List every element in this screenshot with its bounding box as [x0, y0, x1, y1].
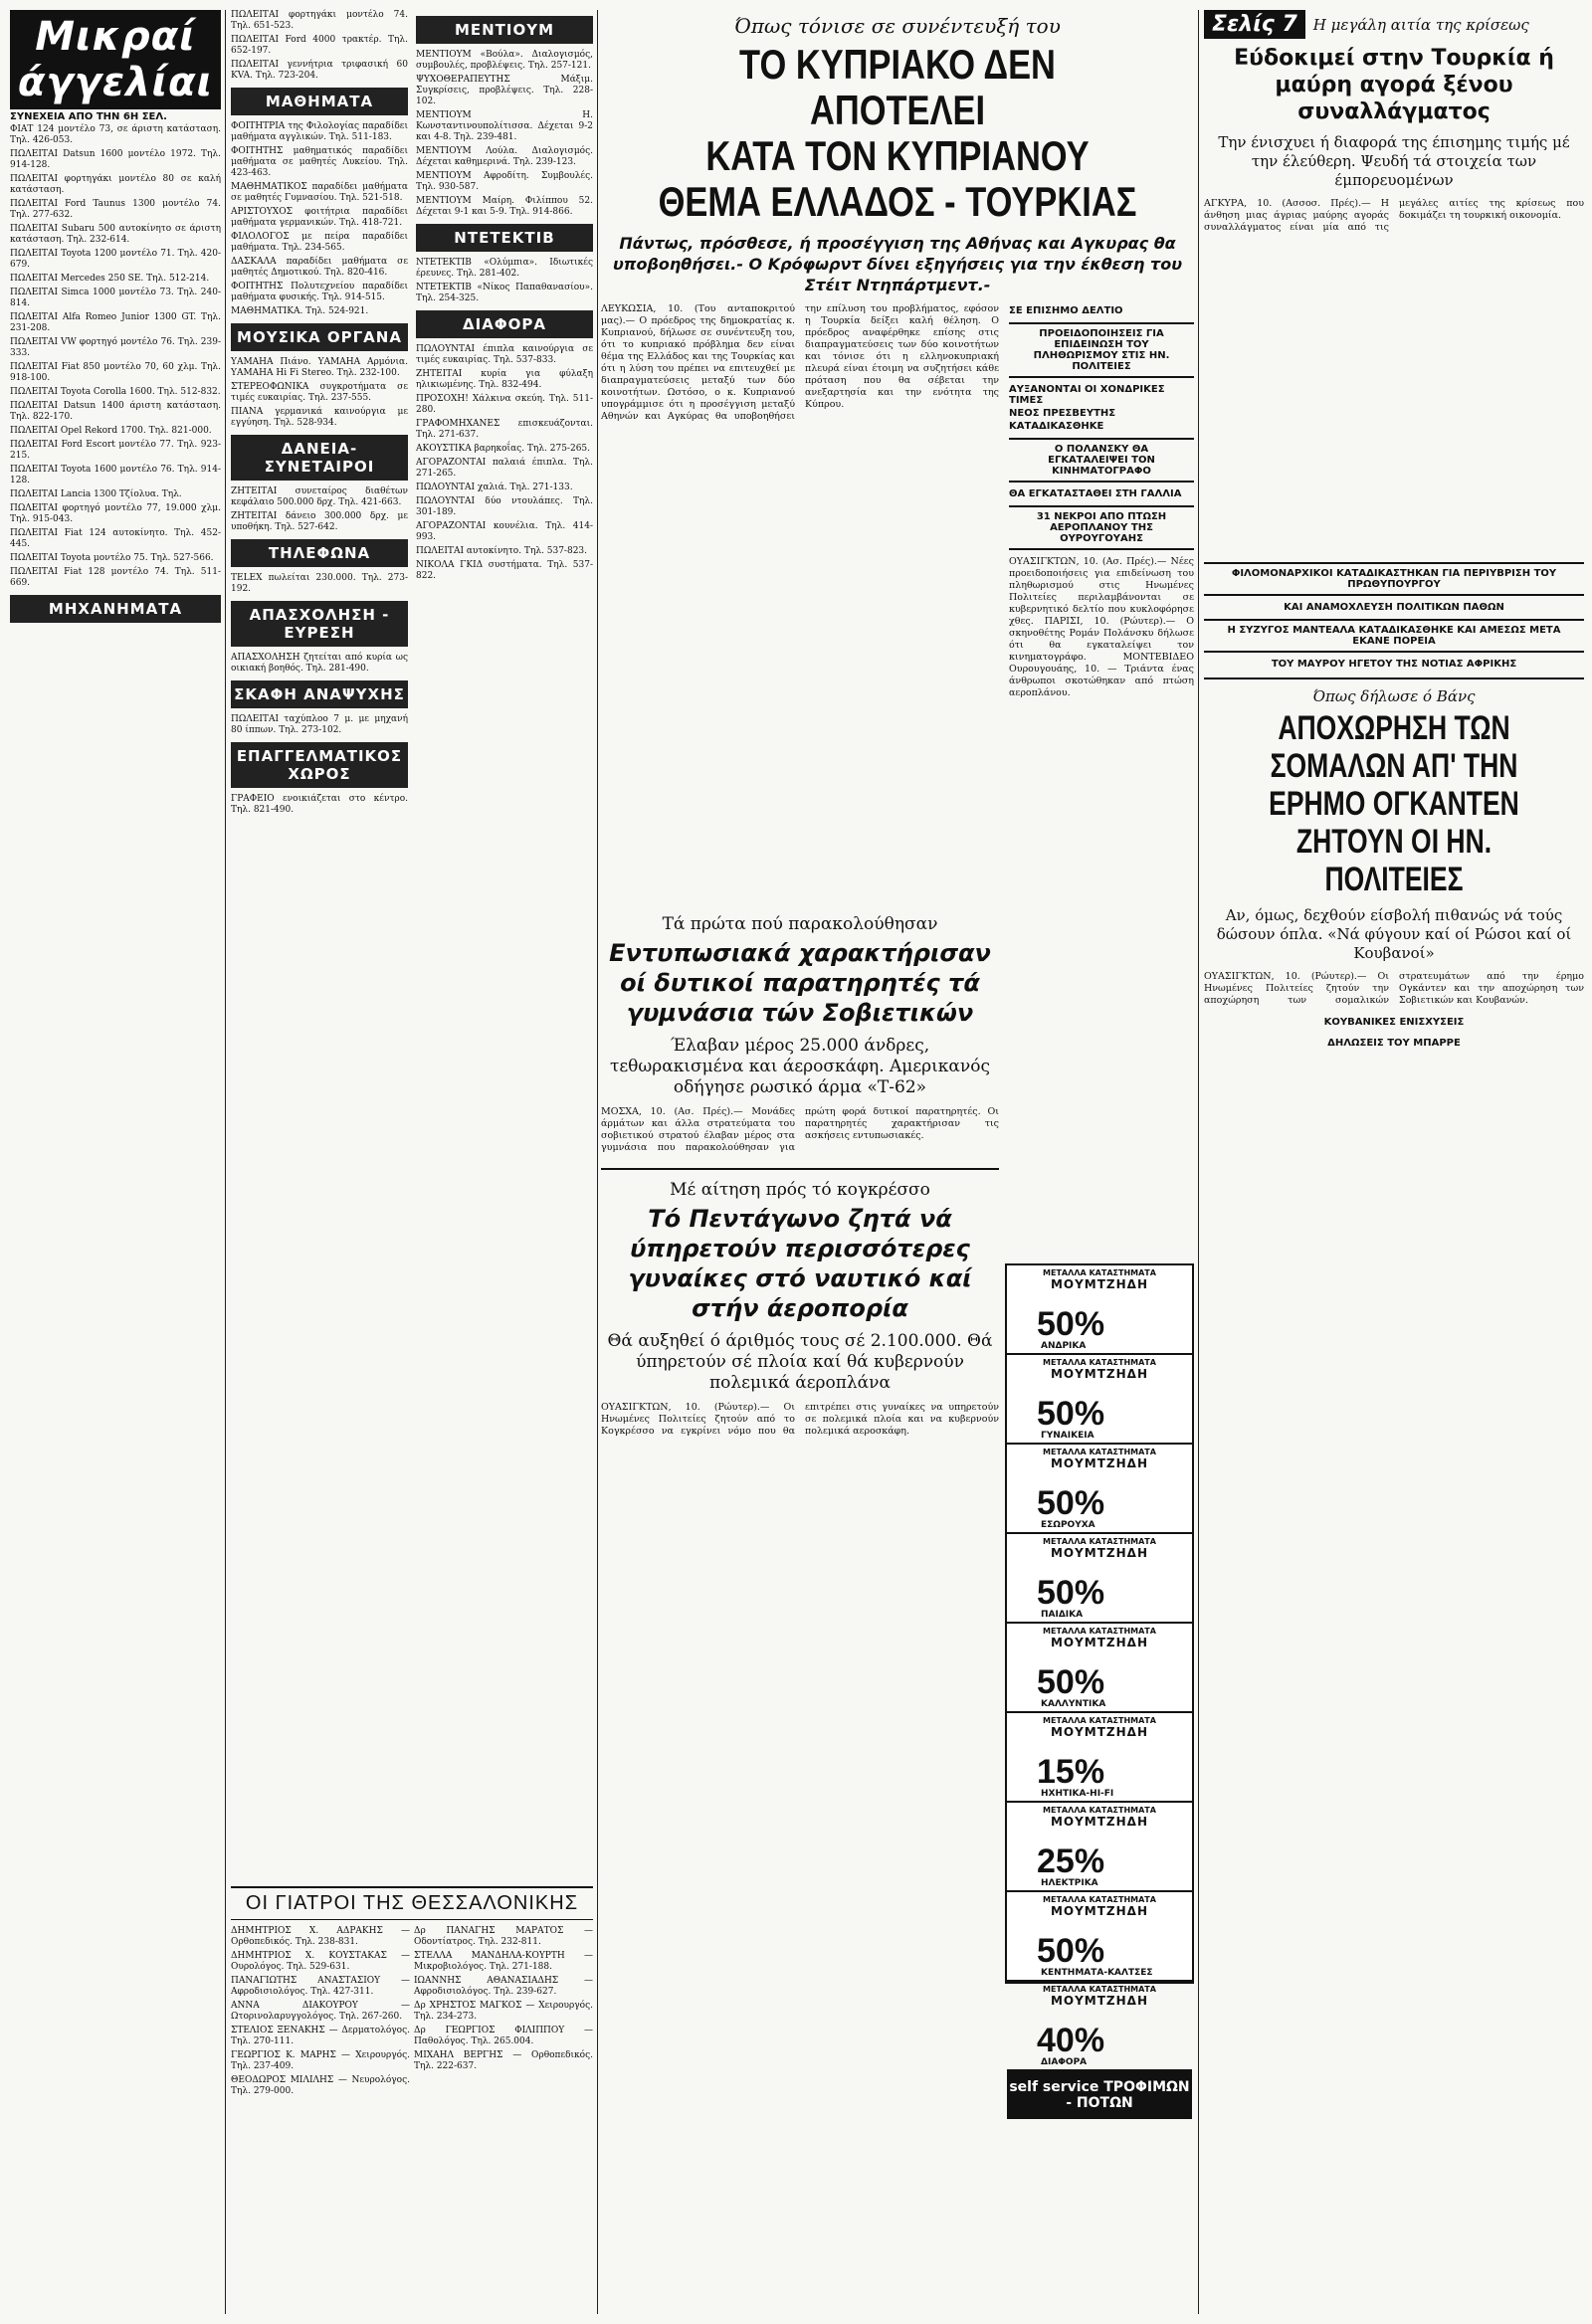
classified-ad: ΠΩΛΕΙΤΑΙ φορτηγάκι μοντέλο 74. Τηλ. 651-523.	[231, 10, 408, 31]
classified-ad: ΠΩΛΕΙΤΑΙ VW φορτηγό μοντέλο 76. Τηλ. 239-333.	[10, 337, 221, 358]
classified-ad: ΦΟΙΤΗΤΡΙΑ της Φιλολογίας παραδίδει μαθήματα αγγλικών. Τηλ. 511-183.	[231, 121, 408, 142]
classified-list	[416, 344, 593, 582]
store-name: ΜΕΤΑΛΛΑ ΚΑΤΑΣΤΗΜΑΤΑ	[1043, 1985, 1156, 1994]
store-name: ΜΕΤΑΛΛΑ ΚΑΤΑΣΤΗΜΑΤΑ	[1043, 1627, 1156, 1636]
store-name: ΜΕΤΑΛΛΑ ΚΑΤΑΣΤΗΜΑΤΑ	[1043, 1448, 1156, 1456]
classified-ad: ΖΗΤΕΙΤΑΙ δάνειο 300.000 δρχ. με υποθήκη. Τηλ. 527-642.	[231, 511, 408, 532]
classified-ad: ΠΙΑΝΑ γερμανικά καινούργια με εγγύηση. Τηλ. 528-934.	[231, 407, 408, 428]
classifieds-banner: Μικραί άγγελίαι	[10, 10, 221, 109]
classified-ad: ΠΡΟΣΟΧΗ! Χάλκινα σκεύη. Τηλ. 511-280.	[416, 394, 593, 415]
classified-ad: ΘΕΟΔΩΡΟΣ ΜΙΛΙΛΗΣ — Νευρολόγος. Τηλ. 279-000.	[231, 2075, 410, 2096]
classified-ad: ΠΩΛΟΥΝΤΑΙ δύο ντουλάπες. Τηλ. 301-189.	[416, 496, 593, 517]
classified-list	[416, 258, 593, 304]
store-name: ΜΕΤΑΛΛΑ ΚΑΤΑΣΤΗΜΑΤΑ	[1043, 1358, 1156, 1367]
classified-ad: ΣΤΕΛΙΟΣ ΞΕΝΑΚΗΣ — Δερματολόγος. Τηλ. 270-111.	[231, 2026, 410, 2046]
turkey-lead: Την ένισχυει ή διαφορά της έπισημης τιμής μέ την έλεύθερη. Ψευδή τά στοιχεία των έμπορευομένων	[1218, 133, 1570, 189]
store-brand: ΜΟΥΜΤΖΗΔΗ	[1050, 1546, 1149, 1560]
pentagon-lead: Θά αυξηθεί ό άριθμός τους σέ 2.100.000. Θά ύπηρετούν σέ πλοία καί θά κυβερνούν πολεμικά άεροπλάνα	[607, 1331, 993, 1393]
classified-ad: ΑΠΑΣΧΟΛΗΣΗ ζητείται από κυρία ως οικιακή βοηθός. Τηλ. 281-490.	[231, 653, 408, 674]
pentagon-body: ΟΥΑΣΙΓΚΤΩΝ, 10. (Ρώυτερ).— Οι Ηνωμένες Πολιτείες ζητούν από το Κογκρέσσο να εγκρίνει νόμο που θα επιτρέπει στις γυναίκες να υπηρετούν σε πολεμικά πλοία και να κυβερνούν πολεμικά αεροσκάφη.	[601, 1402, 999, 1437]
discount-category: ΗΛΕΚΤΡΙΚΑ	[1041, 1878, 1098, 1888]
classified-ad: ΠΩΛΕΙΤΑΙ Toyota Corolla 1600. Τηλ. 512-832.	[10, 387, 221, 397]
classified-ad: ΠΩΛΕΙΤΑΙ Alfa Romeo Junior 1300 GT. Τηλ. 231-208.	[10, 312, 221, 333]
classified-ad: ΠΩΛΕΙΤΑΙ φορτηγό μοντέλο 77, 19.000 χλμ. Τηλ. 915-043.	[10, 503, 221, 524]
discount-category: ΕΣΩΡΟΥΧΑ	[1041, 1520, 1095, 1530]
classified-ad: ΝΙΚΟΛΑ ΓΚΙΔ συστήματα. Τηλ. 537-822.	[416, 560, 593, 581]
discount-category: ΚΑΛΛΥΝΤΙΚΑ	[1041, 1699, 1106, 1709]
classified-ad: ΖΗΤΕΙΤΑΙ συνεταίρος διαθέτων κεφάλαιο 500.000 δρχ. Τηλ. 421-663.	[231, 486, 408, 507]
store-name: ΜΕΤΑΛΛΑ ΚΑΤΑΣΤΗΜΑΤΑ	[1043, 1716, 1156, 1725]
store-ad	[1007, 1624, 1192, 1713]
store-brand: ΜΟΥΜΤΖΗΔΗ	[1050, 1904, 1149, 1918]
pentagon-story	[601, 1168, 999, 1438]
right-news-column	[1204, 10, 1584, 2318]
column-rule	[597, 10, 598, 2314]
doctors-list-right	[414, 1926, 593, 2100]
classified-list	[416, 50, 593, 218]
misc-section: ΔΙΑΦΟΡΑ	[416, 310, 593, 338]
classified-list	[231, 121, 408, 317]
royalists-subhead: ΚΑΙ ΑΝΑΜΟΧΛΕΥΣΗ ΠΟΛΙΤΙΚΩΝ ΠΑΘΩΝ	[1284, 602, 1504, 613]
classified-ad: ΜΕΝΤΙΟΥΜ Η. Κωνσταντινουπολίτισσα. Δέχεται 9-2 και 4-8. Τηλ. 239-481.	[416, 110, 593, 142]
classified-ad: ΠΩΛΟΥΝΤΑΙ χαλιά. Τηλ. 271-133.	[416, 483, 573, 492]
classified-ad: ΠΩΛΕΙΤΑΙ Toyota 1600 μοντέλο 76. Τηλ. 914-128.	[10, 465, 221, 485]
turkey-body: ΑΓΚΥΡΑ, 10. (Ασσοσ. Πρές).— Η άνθηση μιας άγριας μαύρης αγοράς συναλλάγματος είναι μία από τις μεγάλες αιτίες της κρίσεως που δοκιμάζει τη τουρκική οικονομία.	[1204, 198, 1584, 233]
discount-category: ΚΕΝΤΗΜΑΤΑ-ΚΑΛΤΣΕΣ	[1041, 1968, 1153, 1978]
classified-ad: ΜΑΘΗΜΑΤΙΚΑ. Τηλ. 524-921.	[231, 306, 369, 316]
vance-headline: ΑΠΟΧΩΡΗΣΗ ΤΩΝ ΣΟΜΑΛΩΝ ΑΠ' ΤΗΝ ΕΡΗΜΟ ΟΓΚΑΝΤΕΝ ΖΗΤΟΥΝ ΟΙ ΗΝ. ΠΟΛΙΤΕΙΕΣ	[1269, 709, 1519, 898]
classified-ad: ΠΩΛΕΙΤΑΙ Fiat 124 αυτοκίνητο. Τηλ. 452-445.	[10, 528, 221, 549]
ambassador-head: ΝΕΟΣ ΠΡΕΣΒΕΥΤΗΣ	[1009, 408, 1116, 419]
classified-ad: Δρ ΠΑΝΑΓΗΣ ΜΑΡΑΤΟΣ — Οδοντίατρος. Τηλ. 232-811.	[414, 1926, 593, 1947]
classified-list	[231, 573, 408, 595]
classified-ad: ΣΤΕΛΛΑ ΜΑΝΔΗΛΑ-ΚΟΥΡΤΗ — Μικροβιολόγος. Τηλ. 271-188.	[414, 1951, 593, 1972]
vance-lead: Αν, όμως, δεχθούν είσβολή πιθανώς νά τούς δώσουν όπλα. «Νά φύγουν καί οί Ρώσοι καί οί Κουβανοί»	[1216, 906, 1572, 962]
classified-ad: ΔΗΜΗΤΡΙΟΣ Χ. ΑΔΡΑΚΗΣ — Ορθοπεδικός. Τηλ. 238-831.	[231, 1926, 410, 1947]
classified-ad: ΑΓΟΡΑΖΟΝΤΑΙ κουνέλια. Τηλ. 414-993.	[416, 521, 593, 542]
classified-ad: ΜΕΝΤΙΟΥΜ Λούλα. Διαλογισμός. Δέχεται καθημερινά. Τηλ. 239-123.	[416, 146, 593, 167]
classified-ad: ΑΡΙΣΤΟΥΧΟΣ φοιτήτρια παραδίδει μαθήματα γερμανικών. Τηλ. 418-721.	[231, 207, 408, 228]
classified-ad: ΝΤΕΤΕΚΤΙΒ «Ολύμπια». Ιδιωτικές έρευνες. Τηλ. 281-402.	[416, 258, 593, 279]
soviet-kicker: Τά πρώτα πού παρακολούθησαν	[662, 914, 938, 934]
classified-list	[231, 714, 408, 736]
classified-ad: ΓΕΩΡΓΙΟΣ Κ. ΜΑΡΗΣ — Χειρουργός. Τηλ. 237-409.	[231, 2050, 410, 2071]
mandela-headline: Η ΣΥΖΥΓΟΣ ΜΑΝΤΕΑΛΑ ΚΑΤΑΔΙΚΑΣΘΗΚΕ ΚΑΙ ΑΜΕΣΩΣ ΜΕΤΑ ΕΚΑΝΕ ΠΟΡΕΙΑ	[1204, 619, 1584, 653]
discount-category: ΠΑΙΔΙΚΑ	[1041, 1610, 1084, 1620]
soviet-lead: Έλαβαν μέρος 25.000 άνδρες, τεθωρακισμένα και άεροσκάφη. Αμερικανός οδήγησε ρωσικό άρμα «Τ-62»	[609, 1036, 991, 1097]
page-number-badge: Σελίς 7	[1204, 10, 1305, 39]
classified-ad: ΠΩΛΕΙΤΑΙ Fiat 850 μοντέλο 70, 60 χλμ. Τηλ. 918-100.	[10, 362, 221, 383]
lead-subhead: Πάντως, πρόσθεσε, ή προσέγγιση της Αθήνας και Αγκυρας θα υποβοηθήσει.- Ο Κρόφωρντ δίνει εξηγήσεις για την έκθεση του Στέιτ Ντηπάρτμεντ.-	[612, 234, 1183, 294]
classified-ad: ΠΩΛΟΥΝΤΑΙ έπιπλα καινούργια σε τιμές ευκαιρίας. Τηλ. 537-833.	[416, 344, 593, 365]
classified-ad: ΥΑΜΑΗΑ Πιάνο. ΥΑΜΑΗΑ Αρμόνια. ΥΑΜΑΗΑ Hi Fi Stereo. Τηλ. 232-100.	[231, 357, 408, 378]
classified-ad: ΑΓΟΡΑΖΟΝΤΑΙ παλαιά έπιπλα. Τηλ. 271-265.	[416, 458, 593, 479]
lead-headline-line-1: ΤΟ ΚΥΠΡΙΑΚΟ ΔΕΝ ΑΠΟΤΕΛΕΙ	[739, 41, 1056, 133]
store-ad	[1007, 1534, 1192, 1624]
classified-ad: Δρ ΓΕΩΡΓΙΟΣ ΦΙΛΙΠΠΟΥ — Παθολόγος. Τηλ. 265.004.	[414, 2026, 593, 2046]
phones-section: ΤΗΛΕΦΩΝΑ	[231, 539, 408, 567]
discount-percent: 50%	[1037, 1484, 1105, 1522]
discount-percent: 50%	[1037, 1305, 1105, 1343]
store-ad-stack	[1005, 1263, 1194, 2111]
vance-body: ΟΥΑΣΙΓΚΤΩΝ, 10. (Ρώυτερ).— Οι Ηνωμένες Πολιτείες ζητούν την αποχώρηση των σομαλικών στρατευμάτων από την έρημο Ογκάντεν και την αποχώρηση των Σοβιετικών και Κουβανών.	[1204, 971, 1584, 1006]
classified-ad: ΠΩΛΕΙΤΑΙ Toyota 1200 μοντέλο 71. Τηλ. 420-679.	[10, 249, 221, 270]
classified-ad: ΝΤΕΤΕΚΤΙΒ «Νίκος Παπαθανασίου». Τηλ. 254-325.	[416, 283, 593, 303]
classified-ad: TELEX πωλείται 230.000. Τηλ. 273-192.	[231, 573, 408, 594]
store-brand: ΜΟΥΜΤΖΗΔΗ	[1050, 1636, 1149, 1649]
classified-ad: ΖΗΤΕΙΤΑΙ κυρία για φύλαξη ηλικιωμένης. Τηλ. 832-494.	[416, 369, 593, 390]
doctors-list-left	[231, 1926, 410, 2100]
mention-section: ΜΕΝΤΙΟΥΜ	[416, 16, 593, 44]
classified-ad: ΜΑΘΗΜΑΤΙΚΟΣ παραδίδει μαθήματα σε μαθητές Γυμνασίου. Τηλ. 521-518.	[231, 182, 408, 203]
classified-ad: ΠΩΛΕΙΤΑΙ ταχύπλοο 7 μ. με μηχανή 80 ίππων. Τηλ. 273-102.	[231, 714, 408, 735]
turkey-headline: Εύδοκιμεί στην Τουρκία ή μαύρη αγορά ξένου συναλλάγματος	[1234, 46, 1554, 124]
discount-percent: 50%	[1037, 1663, 1105, 1701]
soviet-body: ΜΟΣΧΑ, 10. (Ασ. Πρές).— Μονάδες άρμάτων και άλλα στρατεύματα του σοβιετικού στρατού έλαβαν μέρος στα γυμνάσια που παρακολούθησαν για πρώτη φορά δυτικοί παρατηρητές. Οι παρατηρητές χαρακτήρισαν τις ασκήσεις εντυπωσιακές.	[601, 1106, 999, 1153]
inflation-subhead: ΑΥΞΑΝΟΝΤΑΙ ΟΙ ΧΟΝΔΡΙΚΕΣ ΤΙΜΕΣ	[1009, 384, 1165, 406]
cuban-reinforcements-head: ΚΟΥΒΑΝΙΚΕΣ ΕΝΙΣΧΥΣΕΙΣ	[1323, 1017, 1465, 1028]
classified-ad: Δρ ΧΡΗΣΤΟΣ ΜΑΓΚΟΣ — Χειρουργός. Τηλ. 234-273.	[414, 2001, 593, 2022]
classified-ad: ΦΙΛΟΛΟΓΟΣ με πείρα παραδίδει μαθήματα. Τηλ. 234-565.	[231, 232, 408, 253]
classified-ad: ΑΝΝΑ ΔΙΑΚΟΥΡΟΥ — Ωτορινολαρυγγολόγος. Τηλ. 267-260.	[231, 2001, 410, 2022]
classified-list	[231, 653, 408, 675]
discount-percent: 25%	[1037, 1842, 1105, 1880]
classified-ad: ΠΩΛΕΙΤΑΙ Ford Taunus 1300 μοντέλο 74. Τηλ. 277-632.	[10, 199, 221, 220]
discount-percent: 40%	[1037, 2022, 1105, 2059]
classified-ad: ΔΑΣΚΑΛΑ παραδίδει μαθήματα σε μαθητές Δημοτικού. Τηλ. 820-416.	[231, 257, 408, 278]
classified-ad: ΠΩΛΕΙΤΑΙ αυτοκίνητο. Τηλ. 537-823.	[416, 546, 588, 556]
classified-list	[231, 794, 408, 816]
classified-ad: ΜΕΝΤΙΟΥΜ Μαίρη. Φιλίππου 52. Δέχεται 9-1 και 5-9. Τηλ. 914-866.	[416, 196, 593, 217]
mandela-subhead: ΤΟΥ ΜΑΥΡΟΥ ΗΓΕΤΟΥ ΤΗΣ ΝΟΤΙΑΣ ΑΦΡΙΚΗΣ	[1271, 659, 1517, 670]
classified-ad: ΠΩΛΕΙΤΑΙ Simca 1000 μοντέλο 73. Τηλ. 240-814.	[10, 288, 221, 308]
office-section: ΕΠΑΓΓΕΛΜΑΤΙΚΟΣ ΧΩΡΟΣ	[231, 742, 408, 788]
classified-ad: ΠΑΝΑΓΙΩΤΗΣ ΑΝΑΣΤΑΣΙΟΥ — Αφροδισιολόγος. Τηλ. 427-311.	[231, 1976, 410, 1997]
box-kicker: ΣΕ ΕΠΙΣΗΜΟ ΔΕΛΤΙΟ	[1009, 305, 1123, 316]
lead-kicker: Όπως τόνισε σε συνέντευξή του	[734, 14, 1061, 38]
lessons-section: ΜΑΘΗΜΑΤΑ	[231, 88, 408, 115]
store-ad	[1007, 1803, 1192, 1892]
continuation-note: ΣΥΝΕΧΕΙΑ ΑΠΟ ΤΗΝ 6Η ΣΕΛ.	[10, 111, 167, 122]
classified-list	[231, 357, 408, 429]
classified-ad: ΦΟΙΤΗΤΗΣ Πολυτεχνείου παραδίδει μαθήματα φυσικής. Τηλ. 914-515.	[231, 282, 408, 302]
classified-ad: ΜΕΝΤΙΟΥΜ «Βούλα». Διαλογισμός, συμβουλές, προβλέψεις. Τηλ. 257-121.	[416, 50, 593, 71]
discount-category: ΑΝΔΡΙΚΑ	[1041, 1341, 1087, 1351]
classified-list	[10, 124, 221, 589]
self-service-ad: self service ΤΡΟΦΙΜΩΝ - ΠΟΤΩΝ	[1007, 2071, 1192, 2119]
music-section: ΜΟΥΣΙΚΑ ΟΡΓΑΝΑ	[231, 323, 408, 351]
classified-ad: ΠΩΛΕΙΤΑΙ γεννήτρια τριφασική 60 KVA. Τηλ. 723-204.	[231, 60, 408, 81]
discount-percent: 50%	[1037, 1395, 1105, 1433]
lead-headline-line-3: ΘΕΜΑ ΕΛΛΑΔΟΣ - ΤΟΥΡΚΙΑΣ	[658, 178, 1137, 225]
classified-ad: ΠΩΛΕΙΤΑΙ Ford Escort μοντέλο 77. Τηλ. 923-215.	[10, 440, 221, 461]
store-ad	[1007, 1355, 1192, 1445]
barre-statements-head: ΔΗΛΩΣΕΙΣ ΤΟΥ ΜΠΑΡΡΕ	[1327, 1038, 1461, 1049]
lead-body: ΛΕΥΚΩΣΙΑ, 10. (Του ανταποκριτού μας).— Ο πρόεδρος της δημοκρατίας κ. Κυπριανού, δήλωσε σε συνέντευξη του, ότι το κυπριακό πρόβλημα δεν είναι θέμα της Ελλάδος και της Τουρκίας και ότι η λύση του πρέπει να επιτευχθεί με διαπραγματεύσεις μεταξύ των δύο κοινοτήτων. Ωστόσο, ο κ. Κυπριανού υπογράμμισε ότι η προσέγγιση μεταξύ Αθηνών και Αγκύρας θα υποβοηθήσει την επίλυση του προβλήματος, εφόσον η Τουρκία δείξει καλή θέληση. Ο πρόεδρος αναφέρθηκε επίσης στις διαπραγματεύσεις των δύο κοινοτήτων και τόνισε ότι η ελληνοκυπριακή πλευρά είναι έτοιμη να συζητήσει κάθε πρόταση που θα σέβεται την ανεξαρτησία και την ενότητα της Κύπρου.	[601, 303, 999, 422]
store-brand: ΜΟΥΜΤΖΗΔΗ	[1050, 1367, 1149, 1381]
classified-ad: ΠΩΛΕΙΤΑΙ Datsun 1400 άριστη κατάσταση. Τηλ. 822-170.	[10, 401, 221, 422]
store-name: ΜΕΤΑΛΛΑ ΚΑΤΑΣΤΗΜΑΤΑ	[1043, 1895, 1156, 1904]
classified-ad: ΠΩΛΕΙΤΑΙ Datsun 1600 μοντέλο 1972. Τηλ. 914-128.	[10, 149, 221, 170]
classifieds-column	[10, 10, 221, 2318]
store-name: ΜΕΤΑΛΛΑ ΚΑΤΑΣΤΗΜΑΤΑ	[1043, 1806, 1156, 1815]
discount-percent: 50%	[1037, 1932, 1105, 1970]
classified-ad: ΠΩΛΕΙΤΑΙ Ford 4000 τρακτέρ. Τηλ. 652-197.	[231, 35, 408, 56]
column-rule	[225, 10, 226, 2314]
classified-ad: ΙΩΑΝΝΗΣ ΑΘΑΝΑΣΙΑΔΗΣ — Αφροδισιολόγος. Τηλ. 239-627.	[414, 1976, 593, 1997]
classified-ad: ΣΤΕΡΕΟΦΩΝΙΚΑ συγκροτήματα σε τιμές ευκαιρίας. Τηλ. 237-555.	[231, 382, 408, 403]
detective-section: ΝΤΕΤΕΚΤΙΒ	[416, 224, 593, 252]
pentagon-kicker: Μέ αίτηση πρός τό κογκρέσσο	[670, 1180, 930, 1200]
classified-ad: ΨΥΧΟΘΕΡΑΠΕΥΤΗΣ Μάξιμ. Συγκρίσεις, προβλέψεις. Τηλ. 228-102.	[416, 75, 593, 106]
store-name: ΜΕΤΑΛΛΑ ΚΑΤΑΣΤΗΜΑΤΑ	[1043, 1537, 1156, 1546]
mid-body: ΟΥΑΣΙΓΚΤΩΝ, 10. (Ασ. Πρές).— Νέες προειδοποιήσεις για επιδείνωση του πληθωρισμού στις Ηνωμένες Πολιτείες περιλαμβάνονται σε κυβερνητικό δελτίο που κυκλοφόρησε χθες. ΠΑΡΙΣΙ, 10. (Ρώυτερ).— Ο σκηνοθέτης Ρομάν Πολάνσκυ δήλωσε ότι θα εγκαταλείψει τον κινηματογράφο. ΜΟΝΤΕΒΙΔΕΟ Ουρουγουάης, 10. — Τριάντα ένας άνθρωποι σκοτώθηκαν από πτώση αεροπλάνου.	[1009, 556, 1194, 698]
classified-ad: ΑΚΟΥΣΤΙΚΑ βαρηκοΐας. Τηλ. 275-265.	[416, 444, 591, 454]
jobs-section: ΑΠΑΣΧΟΛΗΣΗ - ΕΥΡΕΣΗ	[231, 601, 408, 647]
classified-ad: ΠΩΛΕΙΤΑΙ Fiat 128 μοντέλο 74. Τηλ. 511-669.	[10, 567, 221, 588]
polanski-subhead: ΘΑ ΕΓΚΑΤΑΣΤΑΘΕΙ ΣΤΗ ΓΑΛΛΙΑ	[1009, 488, 1182, 499]
classifieds-column-3	[416, 10, 593, 1880]
doctors-directory	[231, 1880, 593, 2318]
classified-ad: ΜΕΝΤΙΟΥΜ Αφροδίτη. Συμβουλές. Τηλ. 930-587.	[416, 171, 593, 192]
vance-kicker: Όπως δήλωσε ό Βάνς	[1312, 687, 1476, 705]
store-brand: ΜΟΥΜΤΖΗΔΗ	[1050, 1815, 1149, 1829]
doctors-title: ΟΙ ΓΙΑΤΡΟΙ ΤΗΣ ΘΕΣΣΑΛΟΝΙΚΗΣ	[231, 1886, 593, 1920]
pentagon-headline: Τό Πεντάγωνο ζητά νά ύπηρετούν περισσότερες γυναίκες στό ναυτικό καί στήν άεροπορία	[628, 1205, 972, 1322]
crash-headline: 31 ΝΕΚΡΟΙ ΑΠΟ ΠΤΩΣΗ ΑΕΡΟΠΛΑΝΟΥ ΤΗΣ ΟΥΡΟΥΓΟΥΑΗΣ	[1009, 505, 1194, 550]
store-ad	[1007, 1713, 1192, 1803]
inflation-headline: ΠΡΟΕΙΔΟΠΟΙΗΣΕΙΣ ΓΙΑ ΕΠΙΔΕΙΝΩΣΗ ΤΟΥ ΠΛΗΘΩΡΙΣΜΟΥ ΣΤΙΣ ΗΝ. ΠΟΛΙΤΕΙΕΣ	[1009, 322, 1194, 378]
classified-ad: ΓΡΑΦΕΙΟ ενοικιάζεται στο κέντρο. Τηλ. 821-490.	[231, 794, 408, 815]
classified-ad: ΦΙΑΤ 124 μοντέλο 73, σε άριστη κατάσταση. Τηλ. 426-053.	[10, 124, 221, 145]
classified-ad: ΠΩΛΕΙΤΑΙ Subaru 500 αυτοκίνητο σε άριστη κατάσταση. Τηλ. 232-614.	[10, 224, 221, 245]
store-brand: ΜΟΥΜΤΖΗΔΗ	[1050, 1277, 1149, 1291]
discount-percent: 50%	[1037, 1574, 1105, 1612]
classified-ad: ΠΩΛΕΙΤΑΙ Mercedes 250 SE. Τηλ. 512-214.	[10, 274, 210, 284]
loans-section: ΔΑΝΕΙΑ-ΣΥΝΕΤΑΙΡΟΙ	[231, 435, 408, 481]
column-rule	[1198, 10, 1199, 2314]
convicted-head: ΚΑΤΑΔΙΚΑΣΘΗΚΕ	[1009, 421, 1104, 432]
mid-column	[1009, 303, 1194, 900]
discount-category: ΓΥΝΑΙΚΕΙΑ	[1041, 1431, 1094, 1441]
classified-ad: ΠΩΛΕΙΤΑΙ φορτηγάκι μοντέλο 80 σε καλή κατάσταση.	[10, 174, 221, 195]
store-ad	[1007, 1982, 1192, 2071]
store-brand: ΜΟΥΜΤΖΗΔΗ	[1050, 1994, 1149, 2008]
discount-category: ΔΙΑΦΟΡΑ	[1041, 2057, 1088, 2067]
classified-list	[231, 486, 408, 533]
classified-ad: ΓΡΑΦΟΜΗΧΑΝΕΣ επισκευάζονται. Τηλ. 271-637.	[416, 419, 593, 440]
turkey-kicker: Η μεγάλη αιτία της κρίσεως	[1312, 15, 1529, 34]
classified-ad: ΠΩΛΕΙΤΑΙ Opel Rekord 1700. Τηλ. 821-000.	[10, 426, 212, 436]
classified-ad: ΦΟΙΤΗΤΗΣ μαθηματικός παραδίδει μαθήματα σε μαθητές Λυκείου. Τηλ. 423-463.	[231, 146, 408, 178]
store-brand: ΜΟΥΜΤΖΗΔΗ	[1050, 1456, 1149, 1470]
discount-percent: 15%	[1037, 1753, 1105, 1791]
store-brand: ΜΟΥΜΤΖΗΔΗ	[1050, 1725, 1149, 1739]
discount-category: ΗΧΗΤΙΚΑ-ΗΙ-FI	[1041, 1789, 1114, 1799]
classified-ad: ΠΩΛΕΙΤΑΙ Lancia 1300 Τζίολυα. Τηλ.	[10, 489, 182, 499]
classified-ad: ΔΗΜΗΤΡΙΟΣ Χ. ΚΟΥΣΤΑΚΑΣ — Ουρολόγος. Τηλ. 529-631.	[231, 1951, 410, 1972]
machinery-section: ΜΗΧΑΝΗΜΑΤΑ	[10, 595, 221, 623]
store-ad	[1007, 1892, 1192, 1982]
store-ad	[1007, 1265, 1192, 1355]
classified-ad: ΠΩΛΕΙΤΑΙ Toyota μοντέλο 75. Τηλ. 527-566.	[10, 553, 214, 563]
boats-section: ΣΚΑΦΗ ΑΝΑΨΥΧΗΣ	[231, 680, 408, 708]
lead-headline-line-2: ΚΑΤΑ ΤΟΝ ΚΥΠΡΙΑΝΟΥ	[705, 132, 1090, 179]
classified-list	[231, 10, 408, 82]
classified-ad: ΜΙΧΑΗΛ ΒΕΡΓΗΣ — Ορθοπεδικός. Τηλ. 222-637.	[414, 2050, 593, 2071]
soviet-headline: Εντυπωσιακά χαρακτήρισαν οί δυτικοί παρατηρητές τά γυμνάσια τών Σοβιετικών	[609, 939, 991, 1027]
store-ad	[1007, 1445, 1192, 1534]
store-name: ΜΕΤΑΛΛΑ ΚΑΤΑΣΤΗΜΑΤΑ	[1043, 1268, 1156, 1277]
royalists-headline: ΦΙΛΟΜΟΝΑΡΧΙΚΟΙ ΚΑΤΑΔΙΚΑΣΤΗΚΑΝ ΓΙΑ ΠΕΡΙΥΒΡΙΣΗ ΤΟΥ ΠΡΩΘΥΠΟΥΡΓΟΥ	[1204, 562, 1584, 596]
classifieds-column-2	[231, 10, 408, 1880]
polanski-headline: Ο ΠΟΛΑΝΣΚΥ ΘΑ ΕΓΚΑΤΑΛΕΙΨΕΙ ΤΟΝ ΚΙΝΗΜΑΤΟΓΡΑΦΟ	[1009, 438, 1194, 483]
soviet-story	[601, 914, 999, 1154]
